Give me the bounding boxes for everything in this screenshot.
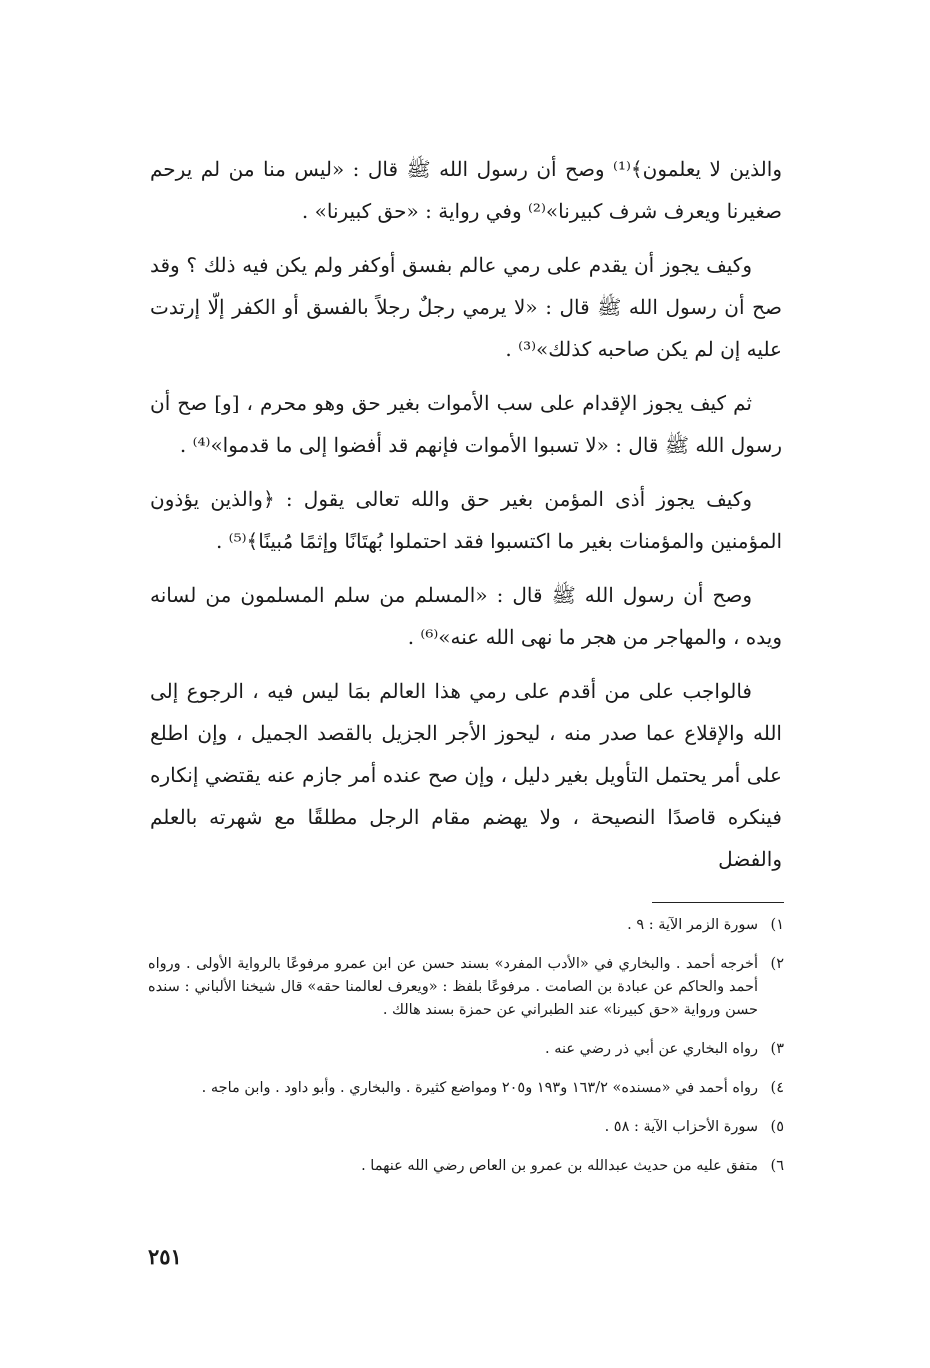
footnote-1 <box>148 914 784 937</box>
footnote-separator <box>652 902 784 903</box>
footnote-text: أخرجه أحمد . والبخاري في «الأدب المفرد» بسند حسن عن ابن عمرو مرفوعًا بالرواية الأولى . ورواه أحمد والحاكم عن عبادة بن الصامت . مرفوعًا بلفظ : «ويعرف لعالمنا حقه» قال شيخنا الألباني : سنده حسن ورواية «حق كبيرنا» عند الطبراني عن حمزة بسند هالك . <box>148 956 758 1018</box>
footnote-text: متفق عليه من حديث عبدالله بن عمرو بن العاص رضي الله عنهما . <box>361 1158 758 1174</box>
footnote-number: ٦) <box>770 1158 784 1174</box>
footnote-text: سورة الزمر الآية : ٩ . <box>627 917 758 933</box>
footnote-text: رواه البخاري عن أبي ذر رضي عنه . <box>545 1041 758 1057</box>
paragraph-1: والذين لا يعلمون﴾⁽¹⁾ وصح أن رسول الله ﷺ قال : «ليس منا من لم يرحم صغيرنا ويعرف شرف كبيرنا»⁽²⁾ وفي رواية : «حق كبيرنا» . <box>150 157 782 223</box>
footnote-number: ٥) <box>770 1119 784 1135</box>
footnote-number: ١) <box>770 917 784 933</box>
footnote-number: ٤) <box>770 1080 784 1096</box>
paragraph-2: وكيف يجوز أن يقدم على رمي عالم بفسق أوكفر ولم يكن فيه ذلك ؟ وقد صح أن رسول الله ﷺ قال : «لا يرمي رجلٌ رجلاً بالفسق أو الكفر إلّا إرتدت عليه إن لم يكن صاحبه كذلك»⁽³⁾ . <box>150 253 782 361</box>
footnote-3 <box>148 1038 784 1061</box>
page-number: ٢٥١ <box>148 1244 182 1269</box>
paragraph-6: فالواجب على من أقدم على رمي هذا العالم بمَا ليس فيه ، الرجوع إلى الله والإقلاع عما صدر منه ، ليحوز الأجر الجزيل بالقصد الجميل ، وإن اطلع على أمر يحتمل التأويل بغير دليل ، وإن صح عنده أمر جازم عنه يقتضي إنكاره فينكره قاصدًا النصيحة ، ولا يهضم مقام الرجل مطلقًا مع شهرته بالعلم والفضل <box>150 679 782 871</box>
footnote-5 <box>148 1116 784 1139</box>
footnote-6 <box>148 1155 784 1178</box>
footnote-text: رواه أحمد في «مسنده» ١٦٣/٢ و١٩٣ و٢٠٥ ومواضع كثيرة . والبخاري . وأبو داود . وابن ماجه . <box>201 1080 758 1096</box>
paragraph-3: ثم كيف يجوز الإقدام على سب الأموات بغير حق وهو محرم ، [و] صح أن رسول الله ﷺ قال : «لا تسبوا الأموات فإنهم قد أفضوا إلى ما قدموا»⁽⁴⁾ . <box>150 391 782 457</box>
footnote-number: ٣) <box>770 1041 784 1057</box>
paragraph-5: وصح أن رسول الله ﷺ قال : «المسلم من سلم المسلمون من لسانه ويده ، والمهاجر من هجر ما نهى الله عنه»⁽⁶⁾ . <box>150 583 782 649</box>
main-text <box>150 148 782 892</box>
footnote-text: سورة الأحزاب الآية : ٥٨ . <box>604 1119 758 1135</box>
paragraph-4: وكيف يجوز أذى المؤمن بغير حق والله تعالى يقول : ﴿والذين يؤذون المؤمنين والمؤمنات بغير ما اكتسبوا فقد احتملوا بُهتَانًا وإثمًا مُبينًا﴾⁽⁵⁾ . <box>150 487 782 553</box>
footnotes <box>148 914 784 1194</box>
footnote-4 <box>148 1077 784 1100</box>
footnote-2 <box>148 953 784 1022</box>
footnote-number: ٢) <box>770 956 784 972</box>
